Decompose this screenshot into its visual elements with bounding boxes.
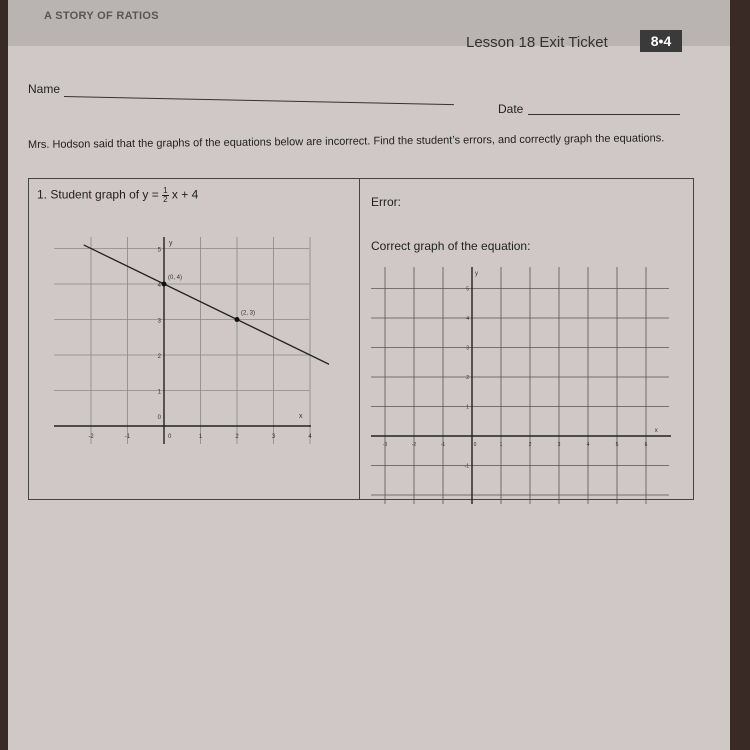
- x-tick-label: 5: [615, 442, 619, 448]
- x-tick-label: -2: [411, 442, 417, 448]
- correct-graph-label: Correct graph of the equation:: [371, 239, 531, 253]
- fraction-denominator: 2: [163, 195, 168, 204]
- point-label: (2, 3): [241, 310, 256, 317]
- x-tick-label: 2: [235, 434, 239, 440]
- fraction: [162, 187, 168, 204]
- fraction-numerator: 1: [163, 186, 168, 195]
- column-divider: [359, 179, 360, 499]
- y-tick-label: 5: [466, 286, 469, 293]
- problem-text: Student graph of y =: [50, 187, 159, 202]
- y-tick-label: 4: [466, 316, 469, 322]
- student-graph-line: [84, 245, 329, 366]
- y-tick-label: -1: [464, 463, 469, 470]
- problem-text-after: x + 4: [171, 187, 199, 202]
- error-label: Error:: [371, 195, 401, 209]
- series-title: A STORY OF RATIOS: [44, 10, 159, 22]
- y-tick-label: 3: [466, 345, 469, 352]
- y-axis-label: y: [169, 239, 173, 247]
- y-tick-label: 1: [466, 404, 469, 411]
- x-tick-label: 4: [308, 434, 312, 440]
- instructions: Mrs. Hodson said that the graphs of the equations below are incorrect. Find the student’s errors, and correctly graph the equations.: [27, 132, 665, 151]
- problem-number: 1.: [37, 187, 48, 202]
- problem-statement: [37, 187, 198, 204]
- x-tick-label: -3: [382, 442, 388, 448]
- date-field-line[interactable]: [528, 114, 680, 115]
- x-tick-label: 4: [586, 442, 590, 448]
- answer-graph[interactable]: [369, 259, 679, 509]
- problem-box: [28, 178, 694, 500]
- y-tick-label: 4: [157, 283, 161, 289]
- x-tick-label: 2: [528, 442, 532, 448]
- name-label: Name: [28, 82, 61, 96]
- y-tick-label: 1: [157, 389, 161, 396]
- y-tick-label: 2: [466, 375, 469, 381]
- lesson-title: Lesson 18 Exit Ticket: [466, 34, 608, 51]
- x-tick-label: -1: [124, 434, 131, 440]
- header-bar: [8, 0, 730, 46]
- y-tick-label: 3: [157, 318, 161, 325]
- x-tick-label: 3: [271, 434, 276, 440]
- x-tick-label: 0: [473, 442, 477, 448]
- x-axis-label: x: [299, 413, 303, 420]
- x-tick-label: 6: [644, 442, 648, 448]
- x-tick-label: 1: [499, 442, 503, 448]
- point-label: (0, 4): [168, 275, 183, 281]
- x-tick-label: 3: [557, 442, 561, 448]
- y-tick-label: 2: [157, 354, 161, 360]
- x-tick-label: 0: [168, 434, 172, 440]
- worksheet-page: [8, 0, 730, 750]
- x-axis-label: x: [654, 428, 658, 434]
- y-axis-label: y: [475, 271, 478, 277]
- student-graph: [49, 229, 329, 459]
- plotted-point: [162, 282, 167, 287]
- x-tick-label: -2: [88, 434, 94, 440]
- y-tick-label: 5: [157, 247, 161, 254]
- name-field-line[interactable]: [64, 96, 454, 105]
- x-tick-label: 1: [198, 434, 203, 440]
- origin-label: 0: [157, 415, 161, 421]
- x-tick-label: -1: [440, 442, 446, 448]
- plotted-point: [235, 317, 240, 322]
- date-label: Date: [498, 102, 524, 116]
- grade-badge: 8•4: [640, 30, 682, 52]
